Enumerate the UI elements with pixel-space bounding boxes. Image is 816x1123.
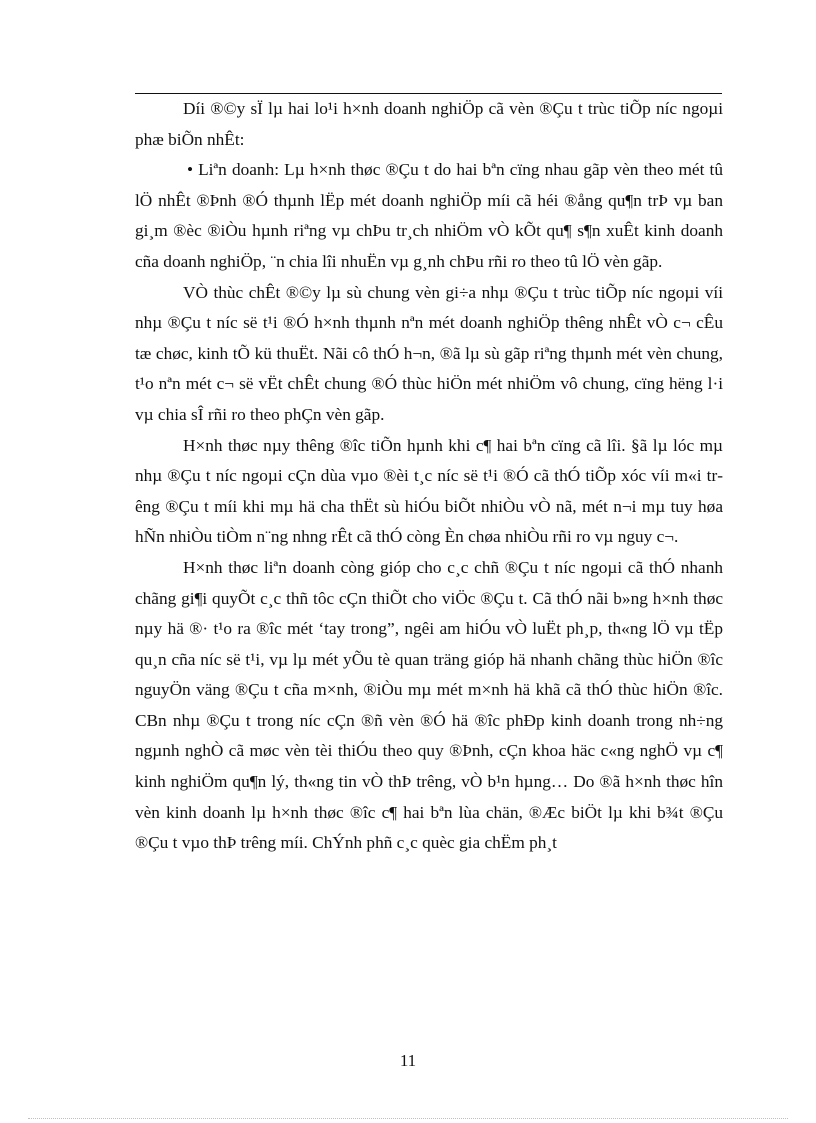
paragraph-intro: Díi ®©y sÏ lµ hai lo¹i h×nh doanh nghiÖp cã vèn ®Çu t trùc tiÕp níc ngoµi phæ biÕn nhÊt: [135,99,723,149]
page-number: 11 [399,1051,417,1070]
page-bottom-guide [28,1118,788,1119]
paragraph-bullet-lien-doanh [135,155,723,277]
document-body [135,94,723,859]
paragraph-thuc-chat: VÒ thùc chÊt ®©y lµ sù chung vèn gi÷a nhµ ®Çu t trùc tiÕp níc ngoµi víi nhµ ®Çu t níc së t¹i ®Ó h×nh thµnh nªn mét doanh nghiÖp thêng nhÊt vÒ c¬ cÊu tæ chøc, kinh tÕ kü thuËt. Nãi cô thÓ h¬n, ®ã lµ sù gãp riªng thµnh mét vèn chung, t¹o nªn mét c¬ së vËt chÊt chung ®Ó thùc hiÖn mét nhiÖm vô chung, cïng hëng l·i vµ chia sÎ rñi ro theo phÇn vèn gãp. [135,282,723,424]
bullet-icon: • [187,160,194,180]
bullet-text: Liªn doanh: Lµ h×nh thøc ®Çu t do hai bªn cïng nhau gãp vèn theo mét tû lÖ nhÊt ®Þnh ®Ó thµnh lËp mét doanh nghiÖp míi cã héi ®ång qu¶n trÞ vµ ban gi¸m ®èc ®iÒu hµnh riªng vµ chÞu tr¸ch nhiÖm vÒ kÕt qu¶ s¶n xuÊt kinh doanh cña doanh nghiÖp, ¨n chia lîi nhuËn vµ g¸nh chÞu rñi ro theo tû lÖ vèn gãp. [135,160,723,271]
paragraph-hinh-thuc-nay: H×nh thøc nµy thêng ®îc tiÕn hµnh khi c¶ hai bªn cïng cã lîi. §ã lµ lóc mµ nhµ ®Çu t níc ngoµi cÇn dùa vµo ®èi t¸c níc së t¹i ®Ó cã thÓ tiÕp xóc víi m«i trêng ®Çu t míi khi mµ hä cha thËt sù hiÓu biÕt nhiÒu vÒ nã, mét n¬i mµ tuy høa hÑn nhiÒu tiÒm n¨ng nhng rÊt cã thÓ còng Èn chøa nhiÒu rñi ro vµ nguy c¬. [135,435,723,547]
paragraph-hinh-thuc-lien-doanh: H×nh thøc liªn doanh còng gióp cho c¸c chñ ®Çu t níc ngoµi cã thÓ nhanh chãng gi¶i quyÕt c¸c thñ tôc cÇn thiÕt cho viÖc ®Çu t. Cã thÓ nãi b»ng h×nh thøc nµy hä ®· t¹o ra ®îc mét ‘tay trong”, ngêi am hiÓu vÒ luËt ph¸p, th«ng lÖ vµ tËp qu¸n cña níc së t¹i, vµ lµ mét yÕu tè quan träng gióp hä nhanh chãng thùc hiÖn ®îc nguyÖn väng ®Çu t cña m×nh, ®iÒu mµ mét m×nh hä khã cã thÓ thùc hiÖn ®îc. CBn nhµ ®Çu t trong níc cÇn ®ñ vèn ®Ó hä ®îc phÐp kinh doanh trong nh÷ng ngµnh nghÒ cã møc vèn tèi thiÓu theo quy ®Þnh, cÇn khoa häc c«ng nghÖ vµ c¶ kinh nghiÖm qu¶n lý, th«ng tin vÒ thÞ trêng, vÒ b¹n hµng… Do ®ã h×nh thøc hîn vèn kinh doanh lµ h×nh thøc ®îc c¶ hai bªn lùa chän, ®Æc biÖt lµ khi b¾t ®Çu ®Çu t vµo thÞ trêng míi. ChÝnh phñ c¸c quèc gia chËm ph¸t [135,557,723,853]
